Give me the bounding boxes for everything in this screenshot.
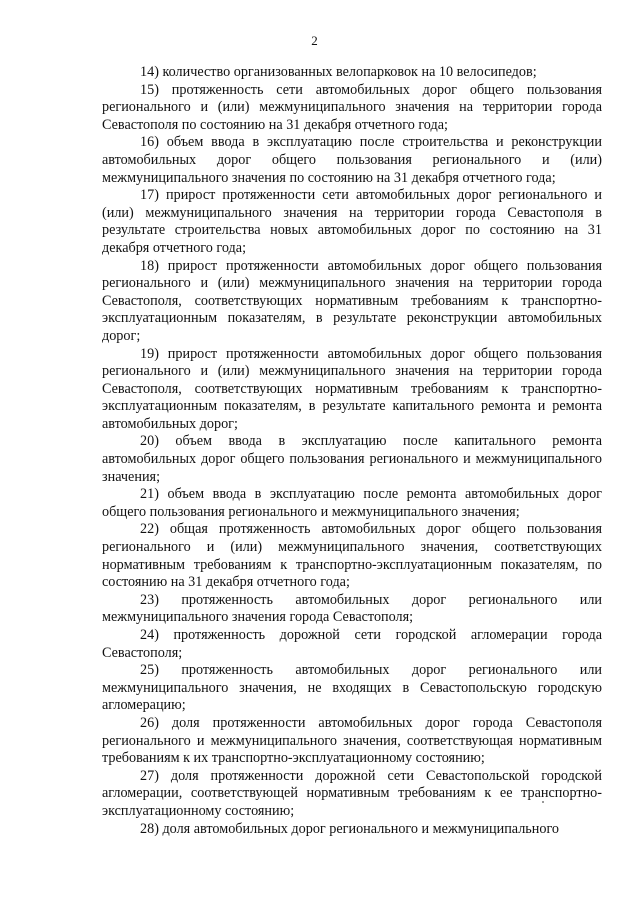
list-item: 28) доля автомобильных дорог регионального и межмуниципального	[140, 820, 560, 837]
list-item: 16) объем ввода в эксплуатацию после строительства и реконструкции автомобильных дорог общего пользования регионального и (или) межмуниципального значения по состоянию на 31 декабря отчетного года;	[102, 134, 602, 186]
list-item: 19) прирост протяженности автомобильных дорог общего пользования регионального и (или) межмуниципального значения на территории города Севастополя, соответствующих нормативным требованиям к транспортно-эксплуатационным показателям, в результате капитального ремонта и ремонта автомобильных дорог;	[102, 345, 602, 432]
list-item: 24) протяженность дорожной сети городской агломерации города Севастополя;	[102, 627, 602, 661]
page-number: 2	[311, 33, 318, 48]
list-item: 20) объем ввода в эксплуатацию после капитального ремонта автомобильных дорог общего пользования регионального и межмуниципального значения;	[102, 433, 602, 485]
list-item: 26) доля протяженности автомобильных дорог города Севастополя регионального и межмуниципального значения, соответствующая нормативным требованиям к их транспортно-эксплуатационному состоянию;	[102, 714, 602, 767]
list-item: 23) протяженность автомобильных дорог регионального или межмуниципального значения города Севастополя;	[102, 591, 602, 626]
list-item: 25) протяженность автомобильных дорог регионального или межмуниципального значения, не входящих в Севастопольскую городскую агломерацию;	[102, 662, 602, 714]
list-item: 17) прирост протяженности сети автомобильных дорог регионального и (или) межмуниципального значения на территории города Севастополя в результате строительства новых автомобильных дорог по состоянию на 31 декабря отчетного года;	[102, 187, 602, 256]
list-item: 22) общая протяженность автомобильных дорог общего пользования регионального и (или) межмуниципального значения, соответствующих нормативным требованиям к транспортно-эксплуатационным показателям, по состоянию на 31 декабря отчетного года;	[102, 521, 602, 591]
document-body	[102, 64, 602, 838]
list-item: 21) объем ввода в эксплуатацию после ремонта автомобильных дорог общего пользования регионального и межмуниципального значения;	[102, 486, 602, 520]
scan-speck	[542, 801, 544, 803]
list-item: 15) протяженность сети автомобильных дорог общего пользования регионального и (или) межмуниципального значения на территории города Севастополя по состоянию на 31 декабря отчетного года;	[102, 81, 602, 133]
list-item: 14) количество организованных велопарковок на 10 велосипедов;	[140, 64, 537, 80]
list-item: 27) доля протяженности дорожной сети Севастопольской городской агломерации, соответствующей нормативным требованиям к ее транспортно-эксплуатационному состоянию;	[102, 767, 602, 819]
list-item: 18) прирост протяженности автомобильных дорог общего пользования регионального и (или) межмуниципального значения на территории города Севастополя, соответствующих нормативным требованиям к транспортно-эксплуатационным показателям, в результате реконструкции автомобильных дорог;	[102, 257, 602, 344]
